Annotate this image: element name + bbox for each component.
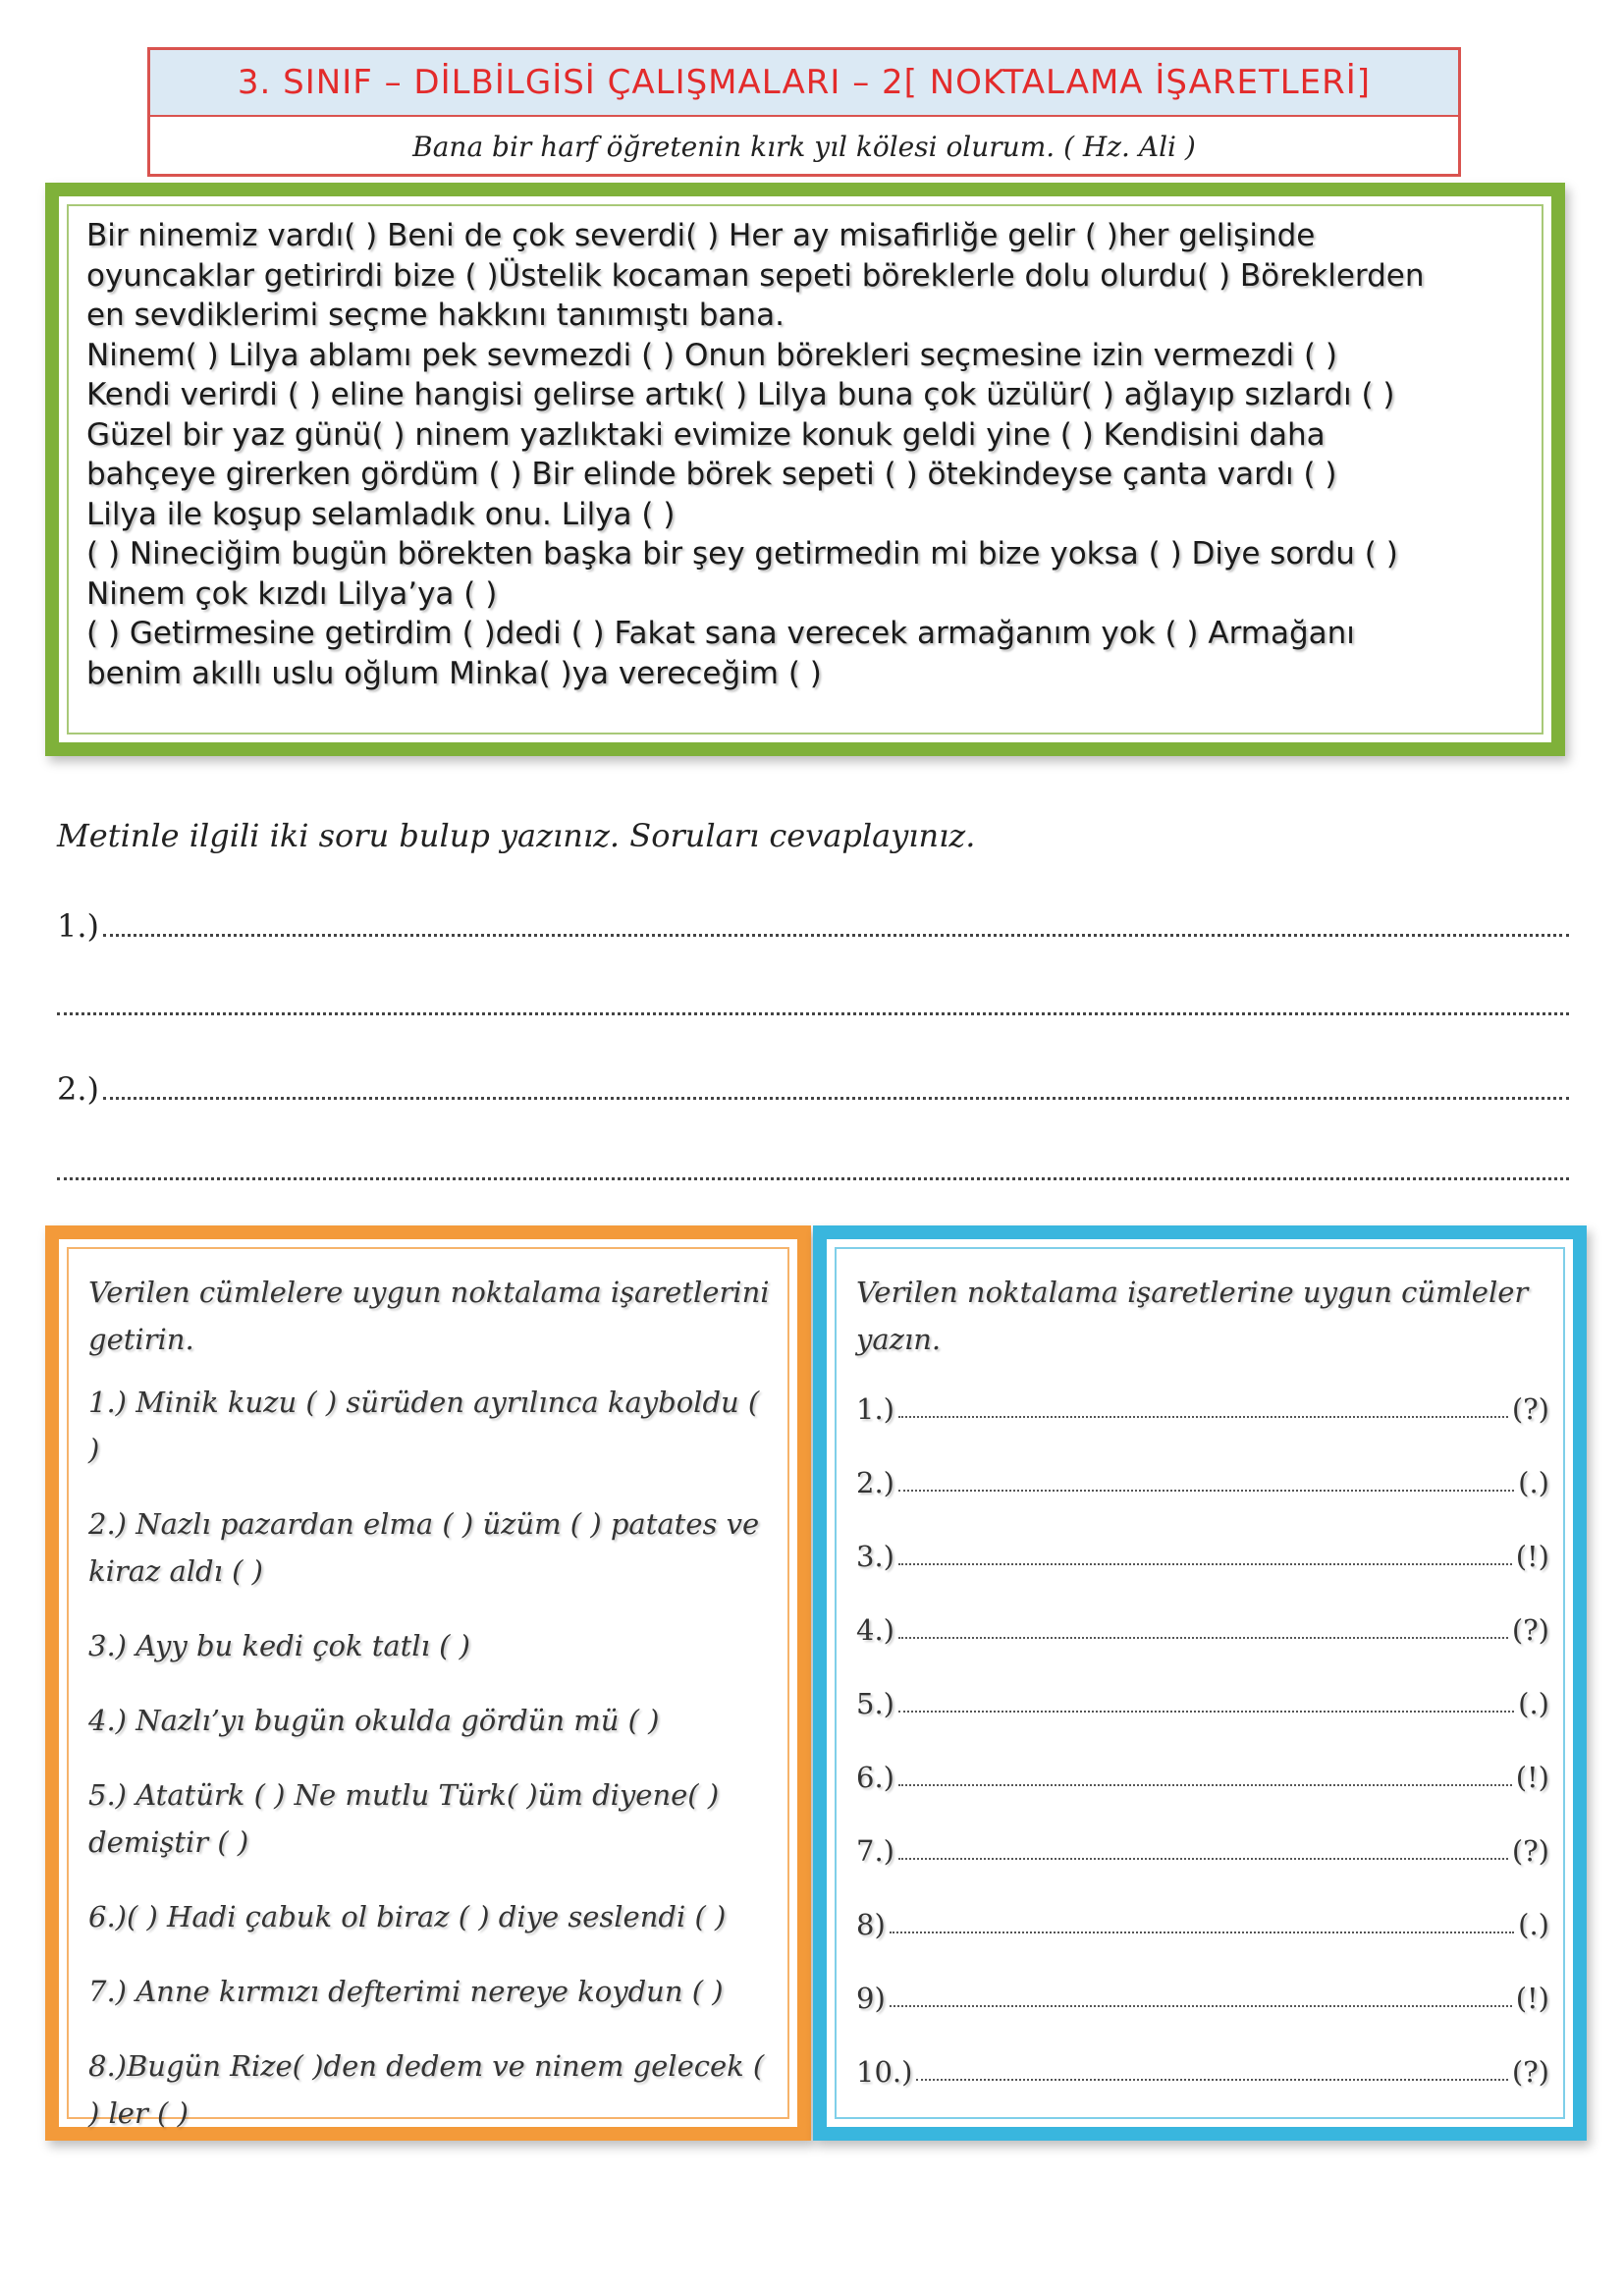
sentence-line[interactable]: [856, 2041, 1549, 2089]
sentence-number: 5.): [856, 1687, 894, 1720]
sentence-number: 7.): [856, 1834, 894, 1868]
question-2-label: 2.): [57, 1070, 100, 1108]
sentence-number: 2.): [856, 1466, 894, 1499]
sentence-line[interactable]: [856, 1526, 1549, 1573]
worksheet-header: [147, 47, 1461, 177]
exercise-item[interactable]: 5.) Atatürk ( ) Ne mutlu Türk( )üm diyene( ) demiştir ( ): [88, 1778, 720, 1859]
question-2-line[interactable]: [57, 1059, 1569, 1108]
sentence-writing-box: [813, 1225, 1587, 2141]
punctuation-mark: (.): [1518, 1466, 1549, 1499]
question-1-line[interactable]: [57, 896, 1569, 945]
sentence-line[interactable]: [856, 1600, 1549, 1647]
sentence-line[interactable]: [856, 1673, 1549, 1720]
story-line: Ninem( ) Lilya ablamı pek sevmezdi ( ) Onun börekleri seçmesine izin vermezdi ( ): [86, 337, 1338, 373]
sentence-number: 6.): [856, 1761, 894, 1794]
exercise-item[interactable]: 8.)Bugün Rize( )den dedem ve ninem gelecek ( ) ler ( ): [88, 2049, 765, 2130]
sentence-line[interactable]: [856, 1379, 1549, 1426]
exercise-item[interactable]: 1.) Minik kuzu ( ) sürüden ayrılınca kayboldu ( ): [88, 1386, 760, 1466]
sentence-line[interactable]: [856, 1821, 1549, 1868]
answer-dotted-line: [57, 1177, 1569, 1180]
answer-dotted-line: [898, 1490, 1514, 1492]
answer-dotted-line: [898, 1711, 1514, 1713]
story-line: Güzel bir yaz günü( ) ninem yazlıktaki evimize konuk geldi yine ( ) Kendisini daha: [86, 416, 1326, 453]
sentence-number: 1.): [856, 1392, 894, 1426]
exercise-item[interactable]: 3.) Ayy bu kedi çok tatlı ( ): [88, 1629, 470, 1662]
answer-dotted-line: [890, 1931, 1514, 1933]
story-line: ( ) Getirmesine getirdim ( )dedi ( ) Fakat sana verecek armağanım yok ( ) Armağanı: [86, 616, 1355, 651]
punctuation-mark: (!): [1515, 1761, 1549, 1794]
sentence-number: 9): [856, 1982, 886, 2015]
sentence-line[interactable]: [856, 1968, 1549, 2015]
story-line: bahçeye girerken gördüm ( ) Bir elinde börek sepeti ( ) ötekindeyse çanta vardı ( ): [86, 457, 1337, 492]
story-line: en sevdiklerimi seçme hakkını tanımıştı bana.: [86, 298, 785, 333]
punctuation-mark: (.): [1518, 1908, 1549, 1941]
punctuation-mark: (?): [1511, 1834, 1549, 1868]
punctuation-mark: (?): [1511, 2055, 1549, 2089]
answer-2-line[interactable]: [57, 1139, 1569, 1188]
left-box-title: Verilen cümlelere uygun noktalama işaretlerini getirin.: [88, 1276, 770, 1356]
exercise-item[interactable]: 7.) Anne kırmızı defterimi nereye koydun ( ): [88, 1975, 724, 2008]
answer-dotted-line: [898, 1784, 1512, 1786]
punctuation-mark: (!): [1515, 1540, 1549, 1573]
story-line: Kendi verirdi ( ) eline hangisi gelirse artık( ) Lilya buna çok üzülür( ) ağlayıp sızlardı ( ): [86, 377, 1395, 412]
sentence-number: 10.): [856, 2055, 913, 2089]
story-line: benim akıllı uslu oğlum Minka( )ya vereceğim ( ): [86, 655, 822, 691]
punctuation-mark: (?): [1511, 1392, 1549, 1426]
answer-dotted-line: [103, 934, 1569, 937]
sentence-number: 4.): [856, 1613, 894, 1647]
sentence-number: 8): [856, 1908, 886, 1941]
answer-dotted-line: [57, 1012, 1569, 1015]
right-box-title: Verilen noktalama işaretlerine uygun cümleler yazın.: [856, 1276, 1529, 1356]
story-line: oyuncaklar getirirdi bize ( )Üstelik kocaman sepeti böreklerle dolu olurdu( ) Böreklerden: [86, 257, 1425, 294]
story-box: [45, 183, 1565, 756]
exercise-item[interactable]: 4.) Nazlı’yı bugün okulda gördün mü ( ): [88, 1704, 660, 1737]
punctuation-exercise-box: [45, 1225, 811, 2141]
story-line: ( ) Nineciğim bugün börekten başka bir şey getirmedin mi bize yoksa ( ) Diye sordu ( ): [86, 536, 1398, 571]
answer-dotted-line: [898, 1858, 1508, 1860]
sentence-line[interactable]: [856, 1894, 1549, 1941]
answer-dotted-line: [898, 1416, 1508, 1418]
story-line: Bir ninemiz vardı( ) Beni de çok severdi( ) Her ay misafirliğe gelir ( )her gelişinde: [86, 218, 1316, 253]
answer-dotted-line: [916, 2079, 1507, 2081]
answer-dotted-line: [890, 2005, 1512, 2007]
header-quote: Bana bir harf öğretenin kırk yıl kölesi olurum. ( Hz. Ali ): [412, 130, 1196, 163]
punctuation-mark: (.): [1518, 1687, 1549, 1720]
answer-1-line[interactable]: [57, 974, 1569, 1023]
sentence-line[interactable]: [856, 1452, 1549, 1499]
answer-dotted-line: [103, 1097, 1569, 1100]
worksheet-title: 3. SINIF – DİLBİLGİSİ ÇALIŞMALARI – 2[ NOKTALAMA İŞARETLERİ]: [150, 50, 1458, 117]
punctuation-mark: (?): [1511, 1613, 1549, 1647]
story-line: Ninem çok kızdı Lilya’ya ( ): [86, 575, 498, 612]
story-line: Lilya ile koşup selamladık onu. Lilya ( ): [86, 496, 676, 532]
punctuation-mark: (!): [1515, 1982, 1549, 2015]
answer-dotted-line: [898, 1563, 1512, 1565]
questions-instruction: Metinle ilgili iki soru bulup yazınız. Soruları cevaplayınız.: [57, 817, 976, 854]
exercise-item[interactable]: 6.)( ) Hadi çabuk ol biraz ( ) diye seslendi ( ): [88, 1900, 727, 1933]
answer-dotted-line: [898, 1637, 1508, 1639]
question-1-label: 1.): [57, 907, 100, 945]
exercise-item[interactable]: 2.) Nazlı pazardan elma ( ) üzüm ( ) patates ve kiraz aldı ( ): [88, 1507, 760, 1588]
sentence-number: 3.): [856, 1540, 894, 1573]
story-text: [67, 204, 1543, 734]
sentence-line[interactable]: [856, 1747, 1549, 1794]
